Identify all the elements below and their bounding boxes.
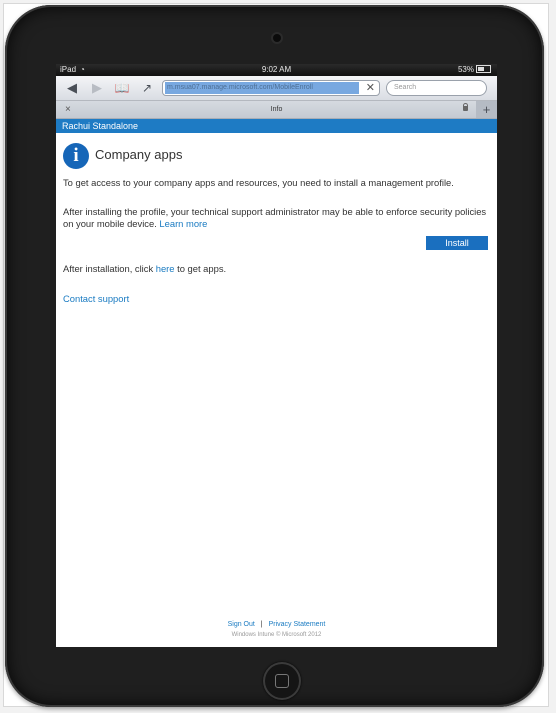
sign-out-link[interactable]: Sign Out [227, 621, 255, 628]
page-content [56, 133, 497, 647]
info-icon: i [63, 143, 89, 169]
search-input[interactable]: Search [386, 80, 487, 96]
page-title: Company apps [95, 147, 183, 162]
lock-icon [463, 106, 468, 111]
profile-notice-text [63, 206, 488, 230]
device-label: iPad ◔ [60, 65, 85, 74]
profile-notice-body: After installing the profile, your technical support administrator may be able to enforce security policies on your mobile device. [63, 206, 487, 229]
home-square-icon [275, 674, 289, 688]
after-install-text [63, 263, 488, 275]
back-icon[interactable]: ◀ [67, 80, 77, 95]
screen [56, 64, 497, 647]
clear-icon[interactable]: ✕ [365, 82, 375, 94]
share-icon[interactable]: ↗ [141, 81, 153, 95]
user-bar: Rachui Standalone [56, 119, 497, 133]
new-tab-button[interactable]: + [476, 101, 497, 118]
contact-support-link[interactable]: Contact support [63, 293, 130, 304]
install-button[interactable]: Install [426, 236, 488, 250]
wifi-icon: ◔ [80, 65, 85, 74]
browser-toolbar [56, 76, 497, 101]
after-install-prefix: After installation, click [63, 263, 156, 274]
tab-bar [56, 101, 497, 119]
footer-links [56, 621, 497, 628]
learn-more-link[interactable]: Learn more [159, 218, 208, 229]
battery-icon [476, 65, 491, 73]
battery-status: 53% [458, 64, 491, 76]
url-text: m.msua07.manage.microsoft.com/MobileEnroll [165, 82, 359, 94]
tab-title[interactable]: Info [270, 106, 283, 113]
instructions-text: To get access to your company apps and resources, you need to install a management profile. [63, 177, 454, 188]
camera-icon [273, 34, 281, 42]
home-button[interactable] [263, 662, 301, 700]
privacy-statement-link[interactable]: Privacy Statement [268, 621, 326, 628]
address-bar[interactable] [162, 80, 380, 96]
here-link[interactable]: here [155, 263, 175, 274]
status-bar [56, 64, 497, 76]
clock: 9:02 AM [261, 65, 292, 74]
after-install-suffix: to get apps. [174, 263, 227, 274]
copyright-text: Windows Intune © Microsoft 2012 [231, 632, 322, 638]
footer-separator: | [260, 621, 263, 628]
forward-icon[interactable]: ▶ [92, 80, 102, 95]
close-tab-icon[interactable]: × [65, 104, 71, 115]
bookmarks-icon[interactable]: 📖 [114, 81, 130, 95]
